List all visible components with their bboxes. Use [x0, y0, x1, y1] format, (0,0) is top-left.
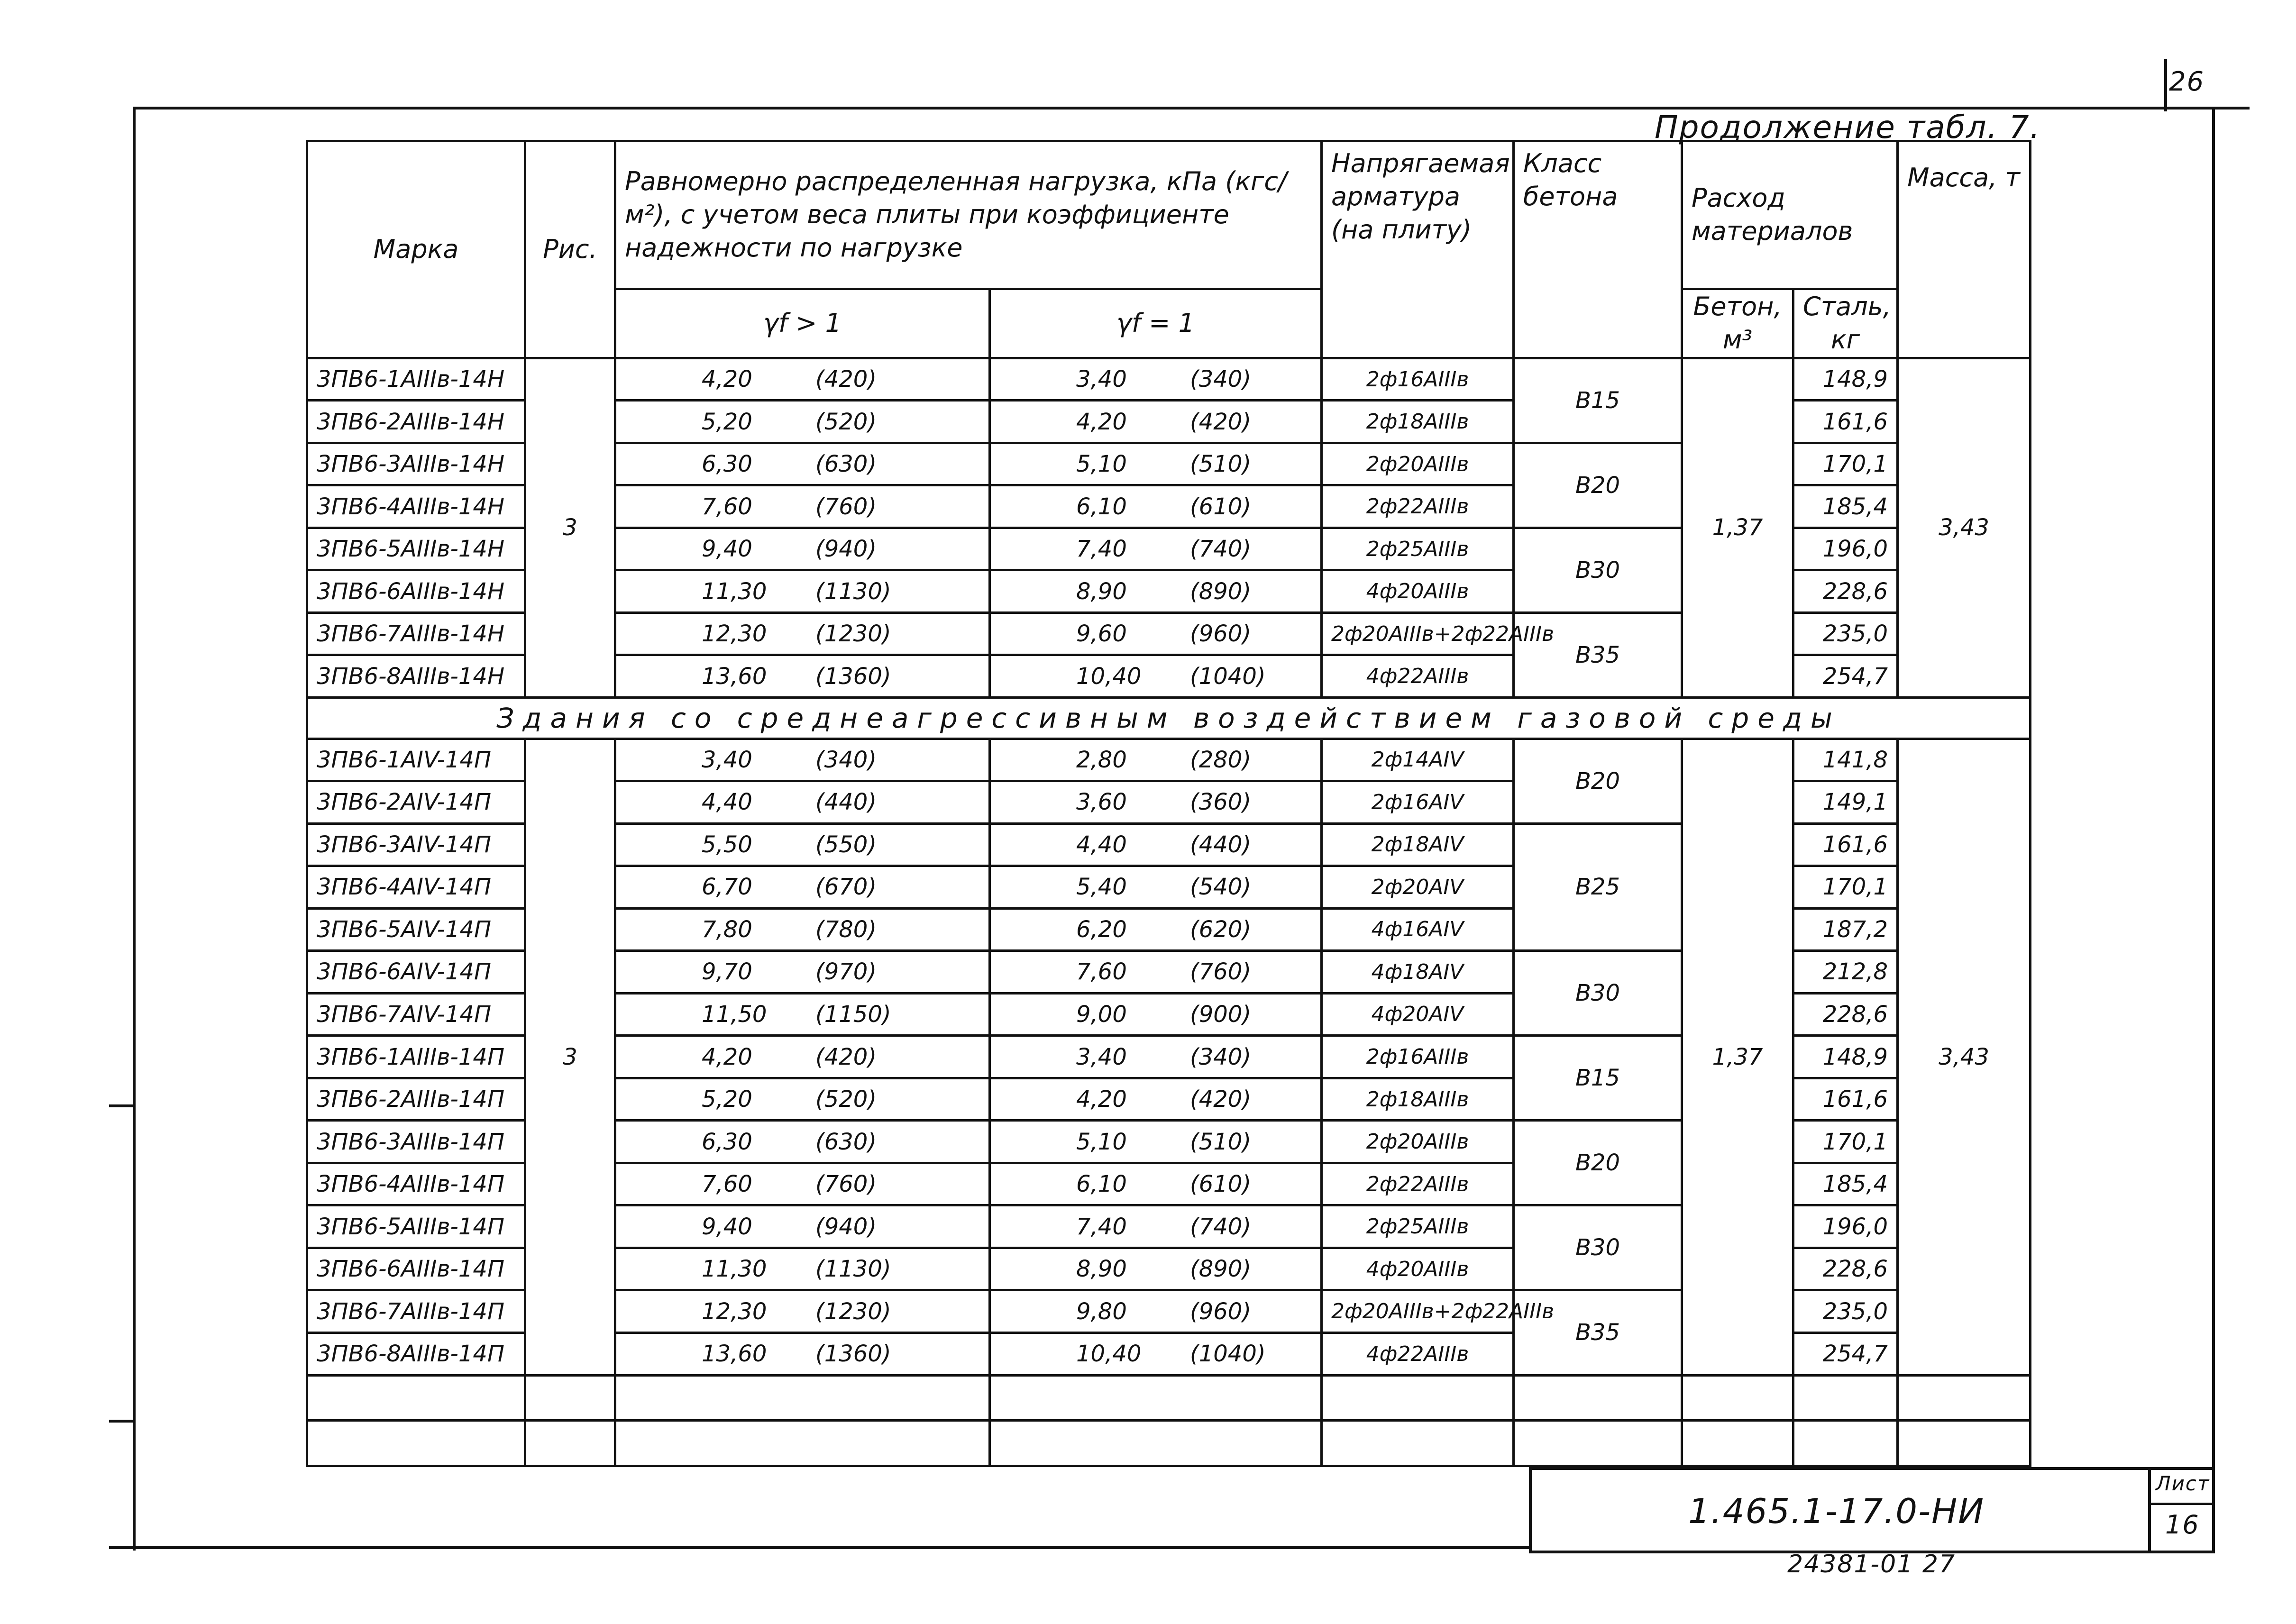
archive-number: 24381-01 27 [1787, 1550, 1956, 1578]
cell-load-gt1-kgf: (420) [815, 1043, 877, 1070]
cell-load-eq1 [990, 781, 1322, 824]
cell-reinforcement: 2ф18АIV [1322, 823, 1514, 866]
cell-load-eq1 [990, 1205, 1322, 1248]
cell-steel: 185,4 [1793, 1163, 1898, 1205]
cell-load-eq1-kpa: 5,10 [1076, 1128, 1127, 1155]
cell-load-gt1 [615, 1290, 990, 1333]
cell-load-eq1-kgf: (540) [1190, 874, 1252, 901]
cell-load-gt1-kpa: 9,40 [702, 1213, 752, 1240]
cell-load-gt1 [615, 908, 990, 951]
cell-reinforcement: 2ф22АIIIв [1322, 1163, 1514, 1205]
cell-load-gt1-kpa: 7,80 [702, 916, 752, 943]
cell-mark: 3ПВ6-7АIIIв-14П [307, 1290, 525, 1333]
cell-mark: 3ПВ6-2АIV-14П [307, 781, 525, 824]
header-gamma-gt1: γf > 1 [615, 289, 990, 358]
table-body [307, 141, 2031, 1466]
header-gamma-eq1: γf = 1 [990, 289, 1322, 358]
cell-concrete-class: В20 [1514, 739, 1682, 823]
cell-load-eq1-kpa: 9,00 [1076, 1001, 1127, 1028]
cell-load-gt1-kpa: 13,60 [702, 1341, 767, 1368]
cell-mark: 3ПВ6-8АIIIв-14П [307, 1332, 525, 1375]
header-row-1 [307, 141, 2031, 289]
cell-steel: 149,1 [1793, 781, 1898, 824]
cell-load-eq1-kpa: 5,40 [1076, 874, 1127, 901]
cell-load-gt1 [615, 1248, 990, 1290]
list-number: 16 [2165, 1510, 2200, 1540]
cell-load-gt1-kpa: 3,40 [702, 746, 752, 773]
cell-steel: 254,7 [1793, 1332, 1898, 1375]
cell-reinforcement: 2ф20АIV [1322, 866, 1514, 909]
cell-steel: 161,6 [1793, 1078, 1898, 1121]
header-mark: Марка [307, 141, 525, 358]
cell-load-eq1-kpa: 3,60 [1076, 789, 1127, 816]
cell-load-gt1-kgf: (940) [815, 1213, 877, 1240]
cell-load-gt1 [615, 612, 990, 655]
cell-fig: 3 [525, 739, 615, 1375]
cell-concrete-class: В25 [1514, 823, 1682, 951]
cell-reinforcement: 2ф16АIIIв [1322, 1036, 1514, 1078]
cell-steel: 161,6 [1793, 401, 1898, 443]
cell-fig: 3 [525, 358, 615, 697]
blank-cell [1514, 1375, 1682, 1421]
cell-mark: 3ПВ6-1АIIIв-14П [307, 1036, 525, 1078]
cell-load-eq1-kgf: (340) [1190, 1043, 1252, 1070]
cell-load-eq1-kpa: 3,40 [1076, 1043, 1127, 1070]
cell-load-gt1 [615, 823, 990, 866]
cell-load-gt1-kpa: 6,30 [702, 1128, 752, 1155]
cell-load-eq1-kpa: 8,90 [1076, 578, 1127, 605]
cell-load-gt1-kgf: (780) [815, 916, 877, 943]
cell-load-gt1-kgf: (1150) [815, 1001, 891, 1028]
blank-cell [525, 1375, 615, 1421]
cell-load-gt1-kpa: 11,30 [702, 1256, 767, 1283]
cell-load-eq1-kpa: 4,20 [1076, 1086, 1127, 1113]
cell-reinforcement: 2ф18АIIIв [1322, 1078, 1514, 1121]
cell-load-eq1 [990, 528, 1322, 570]
cell-load-eq1-kpa: 9,60 [1076, 620, 1127, 648]
header-steel: Сталь, кг [1793, 289, 1898, 358]
cell-reinforcement: 2ф22АIIIв [1322, 485, 1514, 528]
cell-load-eq1-kpa: 8,90 [1076, 1256, 1127, 1283]
cell-mark: 3ПВ6-5АIIIв-14П [307, 1205, 525, 1248]
cell-load-gt1-kgf: (760) [815, 1171, 877, 1198]
blank-row [307, 1375, 2031, 1421]
cell-load-gt1-kpa: 7,60 [702, 493, 752, 520]
cell-load-gt1-kgf: (550) [815, 831, 877, 858]
cell-reinforcement: 2ф20АIIIв+2ф22АIIIв [1322, 612, 1514, 655]
cell-reinforcement: 4ф22АIIIв [1322, 1332, 1514, 1375]
cell-load-eq1 [990, 655, 1322, 698]
cell-concrete-class: В30 [1514, 528, 1682, 612]
cell-load-gt1 [615, 1036, 990, 1078]
data-table [306, 140, 2031, 1467]
blank-cell [307, 1421, 525, 1466]
cell-load-eq1 [990, 612, 1322, 655]
blank-cell [307, 1375, 525, 1421]
cell-steel: 187,2 [1793, 908, 1898, 951]
cell-load-eq1-kpa: 9,80 [1076, 1298, 1127, 1325]
cell-mark: 3ПВ6-6АIIIв-14Н [307, 570, 525, 613]
cell-concrete-class: В20 [1514, 1121, 1682, 1205]
blank-cell [1898, 1375, 2031, 1421]
cell-load-gt1 [615, 866, 990, 909]
table-caption: Продолжение табл. 7. [1655, 109, 2041, 146]
cell-load-eq1 [990, 908, 1322, 951]
cell-load-eq1-kgf: (890) [1190, 578, 1252, 605]
cell-concrete-class: В35 [1514, 612, 1682, 697]
cell-load-gt1-kgf: (520) [815, 408, 877, 435]
list-label: Лист [2156, 1472, 2210, 1495]
cell-reinforcement: 2ф14АIV [1322, 739, 1514, 781]
cell-mark: 3ПВ6-2АIIIв-14П [307, 1078, 525, 1121]
cell-steel: 196,0 [1793, 528, 1898, 570]
cell-load-eq1 [990, 951, 1322, 994]
cell-load-eq1-kpa: 7,60 [1076, 958, 1127, 985]
cell-reinforcement: 4ф20АIIIв [1322, 570, 1514, 613]
cell-load-eq1-kpa: 6,10 [1076, 1171, 1127, 1198]
cell-load-eq1 [990, 401, 1322, 443]
cell-load-gt1 [615, 781, 990, 824]
cell-load-gt1-kpa: 5,20 [702, 408, 752, 435]
cell-load-gt1-kgf: (340) [815, 746, 877, 773]
cell-load-gt1-kgf: (1230) [815, 620, 891, 648]
cell-steel: 228,6 [1793, 570, 1898, 613]
cell-mark: 3ПВ6-3АIIIв-14П [307, 1121, 525, 1163]
table-row [307, 739, 2031, 781]
cell-load-eq1 [990, 1290, 1322, 1333]
cell-mark: 3ПВ6-5АIV-14П [307, 908, 525, 951]
cell-load-eq1-kpa: 2,80 [1076, 746, 1127, 773]
cell-load-gt1 [615, 1121, 990, 1163]
cell-load-gt1-kpa: 12,30 [702, 1298, 767, 1325]
cell-load-gt1-kgf: (1360) [815, 1341, 891, 1368]
cell-load-eq1-kpa: 7,40 [1076, 536, 1127, 563]
cell-load-gt1 [615, 655, 990, 698]
cell-reinforcement: 4ф18АIV [1322, 951, 1514, 994]
cell-load-eq1 [990, 823, 1322, 866]
cell-steel: 196,0 [1793, 1205, 1898, 1248]
cell-load-gt1-kpa: 11,50 [702, 1001, 767, 1028]
cell-load-gt1 [615, 1163, 990, 1205]
cell-mark: 3ПВ6-1АIIIв-14Н [307, 358, 525, 401]
cell-steel: 228,6 [1793, 1248, 1898, 1290]
cell-steel: 228,6 [1793, 993, 1898, 1036]
cell-load-eq1-kgf: (360) [1190, 789, 1252, 816]
cell-mark: 3ПВ6-6АIV-14П [307, 951, 525, 994]
cell-load-gt1-kpa: 9,40 [702, 536, 752, 563]
cell-load-eq1 [990, 739, 1322, 781]
header-concrete-class: Класс бетона [1514, 141, 1682, 358]
cell-load-gt1 [615, 358, 990, 401]
cell-load-eq1 [990, 1332, 1322, 1375]
cell-load-gt1-kgf: (670) [815, 874, 877, 901]
cell-load-gt1-kgf: (1130) [815, 578, 891, 605]
header-consumption: Расход материалов [1682, 141, 1898, 289]
cell-reinforcement: 2ф25АIIIв [1322, 1205, 1514, 1248]
header-mass: Масса, т [1898, 141, 2031, 358]
cell-concrete-volume: 1,37 [1682, 358, 1793, 697]
cell-load-gt1-kgf: (1230) [815, 1298, 891, 1325]
cell-mark: 3ПВ6-6АIIIв-14П [307, 1248, 525, 1290]
sheet-number: 26 [2169, 66, 2205, 97]
cell-load-gt1-kgf: (520) [815, 1086, 877, 1113]
cell-mark: 3ПВ6-4АIIIв-14Н [307, 485, 525, 528]
cell-load-eq1-kgf: (340) [1190, 366, 1252, 393]
cell-reinforcement: 2ф20АIIIв [1322, 443, 1514, 485]
cell-load-gt1-kgf: (630) [815, 1128, 877, 1155]
cell-load-gt1 [615, 1205, 990, 1248]
cell-load-eq1 [990, 570, 1322, 613]
cell-mark: 3ПВ6-5АIIIв-14Н [307, 528, 525, 570]
cell-steel: 148,9 [1793, 358, 1898, 401]
cell-concrete-class: В15 [1514, 1036, 1682, 1121]
list-box [2148, 1467, 2215, 1553]
blank-cell [1682, 1421, 1793, 1466]
cell-load-gt1-kgf: (1130) [815, 1256, 891, 1283]
cell-load-eq1 [990, 1078, 1322, 1121]
cell-load-gt1 [615, 1332, 990, 1375]
cell-mark: 3ПВ6-7АIIIв-14Н [307, 612, 525, 655]
cell-load-gt1-kpa: 13,60 [702, 663, 767, 690]
cell-load-eq1-kpa: 5,10 [1076, 451, 1127, 478]
cell-load-eq1-kgf: (420) [1190, 1086, 1252, 1113]
cell-steel: 235,0 [1793, 1290, 1898, 1333]
cell-load-eq1-kpa: 3,40 [1076, 366, 1127, 393]
cell-load-gt1-kpa: 7,60 [702, 1171, 752, 1198]
cell-reinforcement: 2ф16АIV [1322, 781, 1514, 824]
cell-load-eq1 [990, 1248, 1322, 1290]
cell-load-eq1 [990, 443, 1322, 485]
header-load: Равномерно распределенная нагрузка, кПа (кгс/м²), с учетом веса плиты при коэффициенте надежности по нагрузке [615, 141, 1322, 289]
cell-load-gt1 [615, 485, 990, 528]
cell-load-gt1-kpa: 11,30 [702, 578, 767, 605]
cell-concrete-volume: 1,37 [1682, 739, 1793, 1375]
section-row [307, 698, 2031, 739]
cell-reinforcement: 2ф18АIIIв [1322, 401, 1514, 443]
cell-load-eq1-kgf: (960) [1190, 620, 1252, 648]
cell-steel: 185,4 [1793, 485, 1898, 528]
cell-reinforcement: 2ф16АIIIв [1322, 358, 1514, 401]
section-title: Здания со среднеагрессивным воздействием газовой среды [307, 698, 2031, 739]
cell-load-eq1 [990, 358, 1322, 401]
blank-cell [1682, 1375, 1793, 1421]
cell-reinforcement: 4ф16АIV [1322, 908, 1514, 951]
cell-load-gt1-kpa: 9,70 [702, 958, 752, 985]
cell-reinforcement: 2ф25АIIIв [1322, 528, 1514, 570]
cell-mark: 3ПВ6-3АIV-14П [307, 823, 525, 866]
cell-mass: 3,43 [1898, 739, 2031, 1375]
cell-load-eq1-kpa: 7,40 [1076, 1213, 1127, 1240]
blank-cell [525, 1421, 615, 1466]
cell-load-gt1-kpa: 12,30 [702, 620, 767, 648]
cell-load-gt1-kgf: (1360) [815, 663, 891, 690]
cell-load-eq1-kgf: (1040) [1190, 663, 1266, 690]
cell-load-eq1-kpa: 4,40 [1076, 831, 1127, 858]
cell-load-eq1-kgf: (280) [1190, 746, 1252, 773]
blank-cell [990, 1421, 1322, 1466]
cell-mark: 3ПВ6-1АIV-14П [307, 739, 525, 781]
cell-load-eq1-kgf: (420) [1190, 408, 1252, 435]
cell-load-eq1-kpa: 6,20 [1076, 916, 1127, 943]
blank-cell [1322, 1421, 1514, 1466]
cell-load-eq1-kgf: (610) [1190, 1171, 1252, 1198]
blank-cell [1322, 1375, 1514, 1421]
blank-row [307, 1421, 2031, 1466]
cell-mark: 3ПВ6-4АIV-14П [307, 866, 525, 909]
cell-load-eq1-kgf: (890) [1190, 1256, 1252, 1283]
cell-steel: 161,6 [1793, 823, 1898, 866]
cell-load-eq1 [990, 1163, 1322, 1205]
cell-concrete-class: В30 [1514, 1205, 1682, 1290]
cell-load-gt1-kpa: 6,30 [702, 451, 752, 478]
cell-reinforcement: 2ф20АIIIв [1322, 1121, 1514, 1163]
cell-reinforcement: 4ф20АIV [1322, 993, 1514, 1036]
header-fig: Рис. [525, 141, 615, 358]
cell-mark: 3ПВ6-4АIIIв-14П [307, 1163, 525, 1205]
cell-load-gt1 [615, 570, 990, 613]
cell-load-gt1-kgf: (630) [815, 451, 877, 478]
cell-mass: 3,43 [1898, 358, 2031, 697]
blank-cell [1793, 1421, 1898, 1466]
cell-concrete-class: В20 [1514, 443, 1682, 528]
frame-bottom-line [109, 1546, 1529, 1549]
cell-steel: 170,1 [1793, 1121, 1898, 1163]
cell-load-gt1 [615, 443, 990, 485]
cell-reinforcement: 2ф20АIIIв+2ф22АIIIв [1322, 1290, 1514, 1333]
cell-steel: 148,9 [1793, 1036, 1898, 1078]
cell-load-gt1-kgf: (440) [815, 789, 877, 816]
cell-load-eq1-kpa: 6,10 [1076, 493, 1127, 520]
cell-load-gt1-kpa: 4,40 [702, 789, 752, 816]
cell-load-eq1-kgf: (760) [1190, 958, 1252, 985]
cell-load-eq1-kgf: (440) [1190, 831, 1252, 858]
cell-load-eq1 [990, 1121, 1322, 1163]
table-row [307, 358, 2031, 401]
blank-cell [1898, 1421, 2031, 1466]
blank-cell [1514, 1421, 1682, 1466]
header-concrete: Бетон, м³ [1682, 289, 1793, 358]
document-code: 1.465.1-17.0-НИ [1688, 1491, 1985, 1531]
cell-load-gt1 [615, 993, 990, 1036]
cell-load-gt1-kpa: 5,50 [702, 831, 752, 858]
cell-steel: 141,8 [1793, 739, 1898, 781]
cell-load-eq1-kgf: (740) [1190, 536, 1252, 563]
cell-load-gt1-kpa: 4,20 [702, 1043, 752, 1070]
blank-cell [615, 1375, 990, 1421]
cell-load-gt1-kgf: (940) [815, 536, 877, 563]
cell-load-eq1-kpa: 10,40 [1076, 663, 1142, 690]
cell-load-eq1-kpa: 10,40 [1076, 1341, 1142, 1368]
cell-load-gt1 [615, 739, 990, 781]
cell-concrete-class: В35 [1514, 1290, 1682, 1375]
blank-cell [990, 1375, 1322, 1421]
cell-load-eq1-kgf: (1040) [1190, 1341, 1266, 1368]
blank-cell [1793, 1375, 1898, 1421]
cell-steel: 254,7 [1793, 655, 1898, 698]
cell-load-eq1 [990, 993, 1322, 1036]
cell-steel: 212,8 [1793, 951, 1898, 994]
cell-load-gt1-kgf: (970) [815, 958, 877, 985]
title-block [1529, 1467, 2215, 1553]
cell-load-eq1 [990, 866, 1322, 909]
header-reinforcement: Напрягаемая арматура (на плиту) [1322, 141, 1514, 358]
cell-mark: 3ПВ6-8АIIIв-14Н [307, 655, 525, 698]
cell-reinforcement: 4ф20АIIIв [1322, 1248, 1514, 1290]
sheet-number-divider [2164, 59, 2167, 111]
cell-load-eq1-kgf: (740) [1190, 1213, 1252, 1240]
cell-load-gt1-kpa: 6,70 [702, 874, 752, 901]
cell-load-gt1 [615, 528, 990, 570]
cell-load-gt1 [615, 951, 990, 994]
cell-load-eq1-kgf: (900) [1190, 1001, 1252, 1028]
cell-concrete-class: В15 [1514, 358, 1682, 443]
cell-load-gt1-kgf: (760) [815, 493, 877, 520]
cell-load-eq1 [990, 485, 1322, 528]
cell-load-eq1-kpa: 4,20 [1076, 408, 1127, 435]
cell-load-eq1-kgf: (510) [1190, 451, 1252, 478]
cell-load-eq1-kgf: (510) [1190, 1128, 1252, 1155]
cell-load-eq1-kgf: (960) [1190, 1298, 1252, 1325]
cell-steel: 170,1 [1793, 443, 1898, 485]
cell-steel: 235,0 [1793, 612, 1898, 655]
cell-load-gt1-kgf: (420) [815, 366, 877, 393]
cell-load-gt1-kpa: 5,20 [702, 1086, 752, 1113]
list-divider [2151, 1503, 2215, 1505]
cell-mark: 3ПВ6-7АIV-14П [307, 993, 525, 1036]
cell-load-eq1-kgf: (610) [1190, 493, 1252, 520]
cell-load-eq1 [990, 1036, 1322, 1078]
cell-concrete-class: В30 [1514, 951, 1682, 1036]
cell-steel: 170,1 [1793, 866, 1898, 909]
margin-tick-lower [109, 1420, 135, 1423]
cell-mark: 3ПВ6-2АIIIв-14Н [307, 401, 525, 443]
blank-cell [615, 1421, 990, 1466]
cell-load-eq1-kgf: (620) [1190, 916, 1252, 943]
cell-reinforcement: 4ф22АIIIв [1322, 655, 1514, 698]
cell-mark: 3ПВ6-3АIIIв-14Н [307, 443, 525, 485]
cell-load-gt1 [615, 401, 990, 443]
cell-load-gt1 [615, 1078, 990, 1121]
margin-tick-upper [109, 1104, 135, 1107]
cell-load-gt1-kpa: 4,20 [702, 366, 752, 393]
